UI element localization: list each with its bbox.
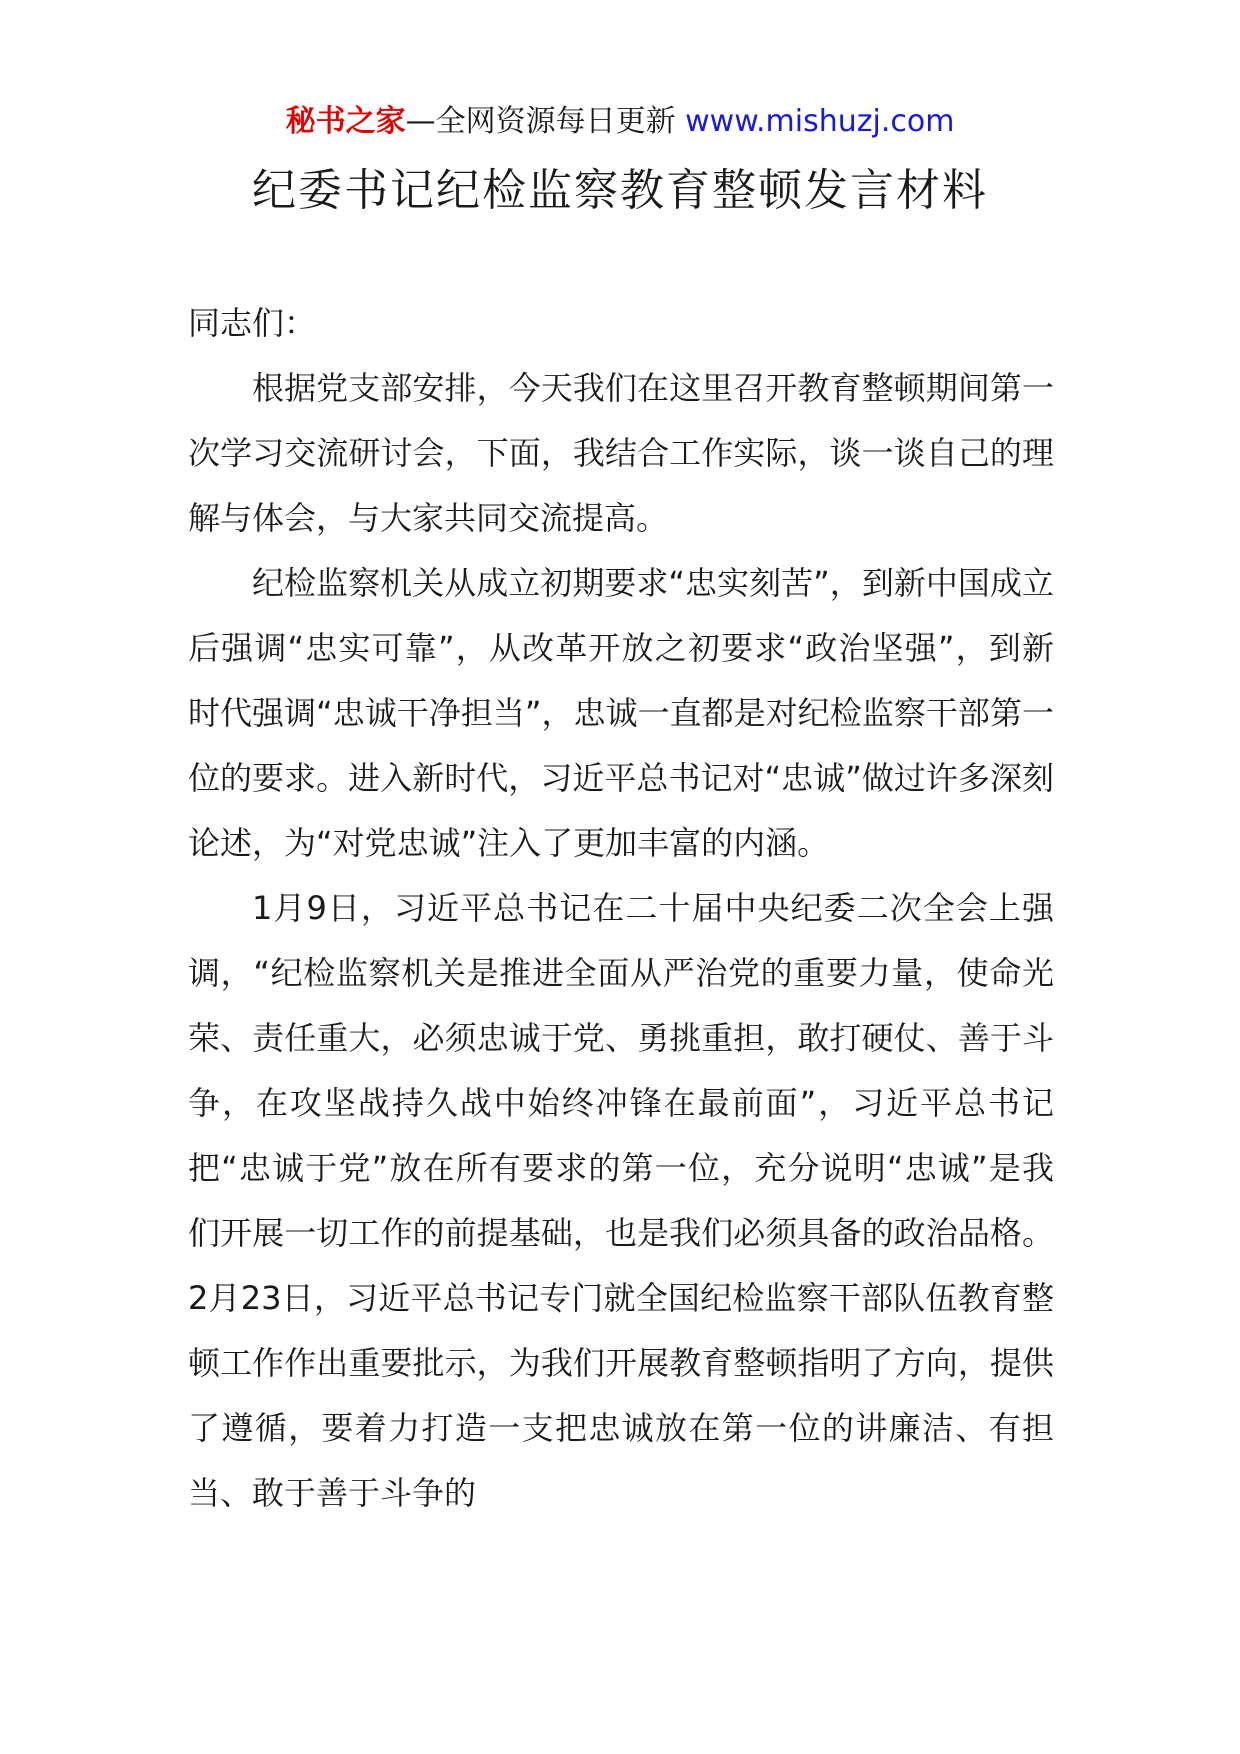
site-banner	[0, 100, 1240, 144]
brand-name: 秘书之家	[285, 104, 406, 139]
salutation: 同志们：	[188, 304, 317, 342]
banner-tagline: —全网资源每日更新	[405, 104, 676, 139]
site-url-link[interactable]: www.mishuzj.com	[685, 104, 955, 139]
document-body	[188, 291, 1054, 1526]
document-title: 纪委书记纪检监察教育整顿发言材料	[252, 165, 988, 216]
paragraph-3: 1月9日，习近平总书记在二十届中央纪委二次全会上强调，“纪检监察机关是推进全面从严治党的重要力量，使命光荣、责任重大，必须忠诚于党、勇挑重担，敢打硬仗、善于斗争，在攻坚战持久战中始终冲锋在最前面”，习近平总书记把“忠诚于党”放在所有要求的第一位，充分说明“忠诚”是我们开展一切工作的前提基础，也是我们必须具备的政治品格。2月23日，习近平总书记专门就全国纪检监察干部队伍教育整顿工作作出重要批示，为我们开展教育整顿指明了方向，提供了遵循，要着力打造一支把忠诚放在第一位的讲廉洁、有担当、敢于善于斗争的	[188, 889, 1054, 1512]
paragraph-1: 根据党支部安排，今天我们在这里召开教育整顿期间第一次学习交流研讨会，下面，我结合工作实际，谈一谈自己的理解与体会，与大家共同交流提高。	[188, 369, 1054, 537]
paragraph-2: 纪检监察机关从成立初期要求“忠实刻苦”，到新中国成立后强调“忠实可靠”，从改革开放之初要求“政治坚强”，到新时代强调“忠诚干净担当”，忠诚一直都是对纪检监察干部第一位的要求。进入新时代，习近平总书记对“忠诚”做过许多深刻论述，为“对党忠诚”注入了更加丰富的内涵。	[188, 564, 1054, 862]
